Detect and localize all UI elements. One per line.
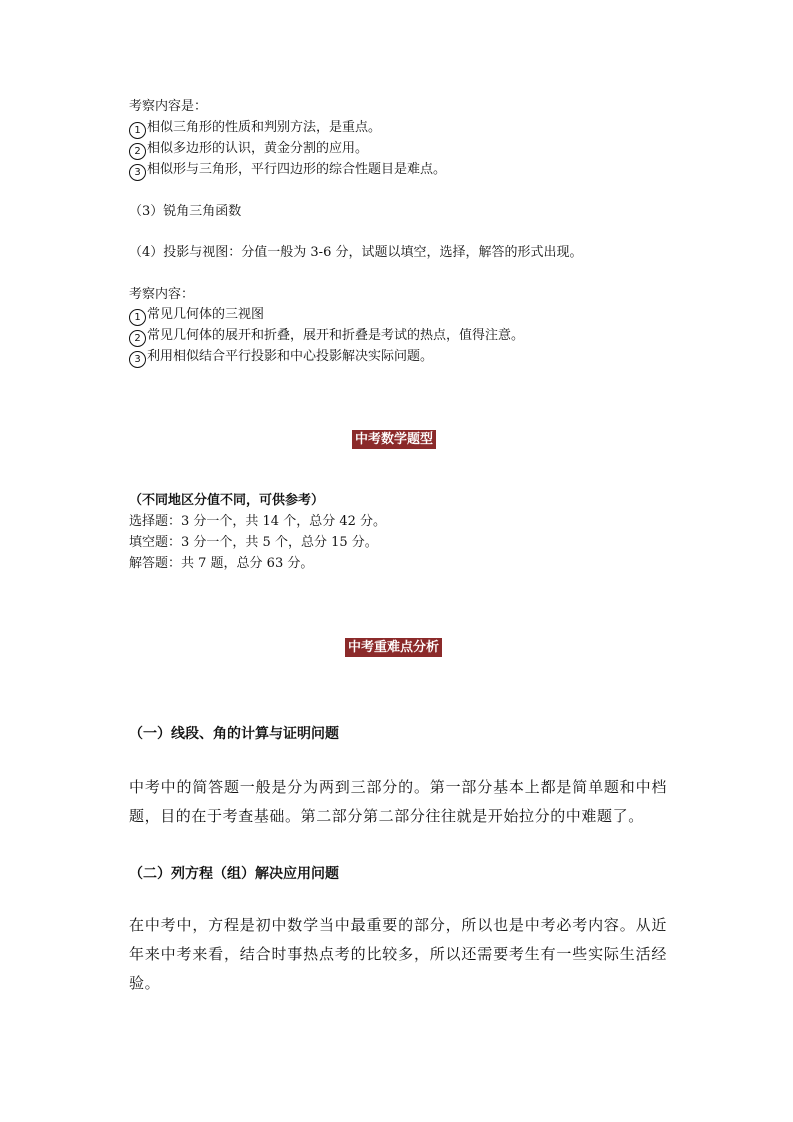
question-type-fill: 填空题：3 分一个，共 5 个，总分 15 分。	[129, 535, 378, 550]
section2-item-2-text: 常见几何体的展开和折叠，展开和折叠是考试的热点，值得注意。	[147, 328, 525, 343]
circled-number-1: 1	[129, 122, 146, 139]
section2-heading: 考察内容：	[129, 287, 195, 302]
circled-number-3: 3	[129, 351, 146, 368]
banner-key-difficult-analysis: 中考重难点分析	[345, 638, 442, 657]
part2-body: 在中考中，方程是初中数学当中最重要的部分，所以也是中考必考内容。从近年来中考来看，结合时事热点考的比较多，所以还需要考生有一些实际生活经验。	[129, 916, 667, 992]
section1-heading: 考察内容是：	[129, 99, 208, 114]
section1-item-1	[129, 118, 381, 139]
question-type-choice: 选择题：3 分一个，共 14 个，总分 42 分。	[129, 514, 387, 529]
section2-item-1	[129, 305, 264, 326]
question-types-note: （不同地区分值不同，可供参考）	[129, 493, 325, 508]
circled-number-2: 2	[129, 143, 146, 160]
item-4-projection-view: （4）投影与视图：分值一般为 3-6 分，试题以填空，选择，解答的形式出现。	[129, 245, 583, 260]
banner-question-types: 中考数学题型	[352, 430, 436, 449]
section2-item-1-text: 常见几何体的三视图	[147, 307, 265, 322]
question-type-solve: 解答题：共 7 题，总分 63 分。	[129, 556, 314, 571]
circled-number-3: 3	[129, 164, 146, 181]
section1-item-2	[129, 139, 368, 160]
circled-number-2: 2	[129, 330, 146, 347]
section2-item-2	[129, 326, 524, 347]
section1-item-3	[129, 160, 446, 181]
section1-item-1-text: 相似三角形的性质和判别方法，是重点。	[147, 120, 382, 135]
item-3-acute-trig: （3）锐角三角函数	[129, 204, 242, 219]
section2-item-3	[129, 347, 433, 368]
part2-title: （二）列方程（组）解决应用问题	[129, 866, 339, 882]
section1-item-3-text: 相似形与三角形，平行四边形的综合性题目是难点。	[147, 162, 447, 177]
part1-body: 中考中的简答题一般是分为两到三部分的。第一部分基本上都是简单题和中档题，目的在于考查基础。第二部分第二部分往往就是开始拉分的中难题了。	[129, 778, 667, 825]
section1-item-2-text: 相似多边形的认识，黄金分割的应用。	[147, 141, 369, 156]
circled-number-1: 1	[129, 309, 146, 326]
section2-item-3-text: 利用相似结合平行投影和中心投影解决实际问题。	[147, 349, 434, 364]
part1-title: （一）线段、角的计算与证明问题	[129, 726, 339, 742]
